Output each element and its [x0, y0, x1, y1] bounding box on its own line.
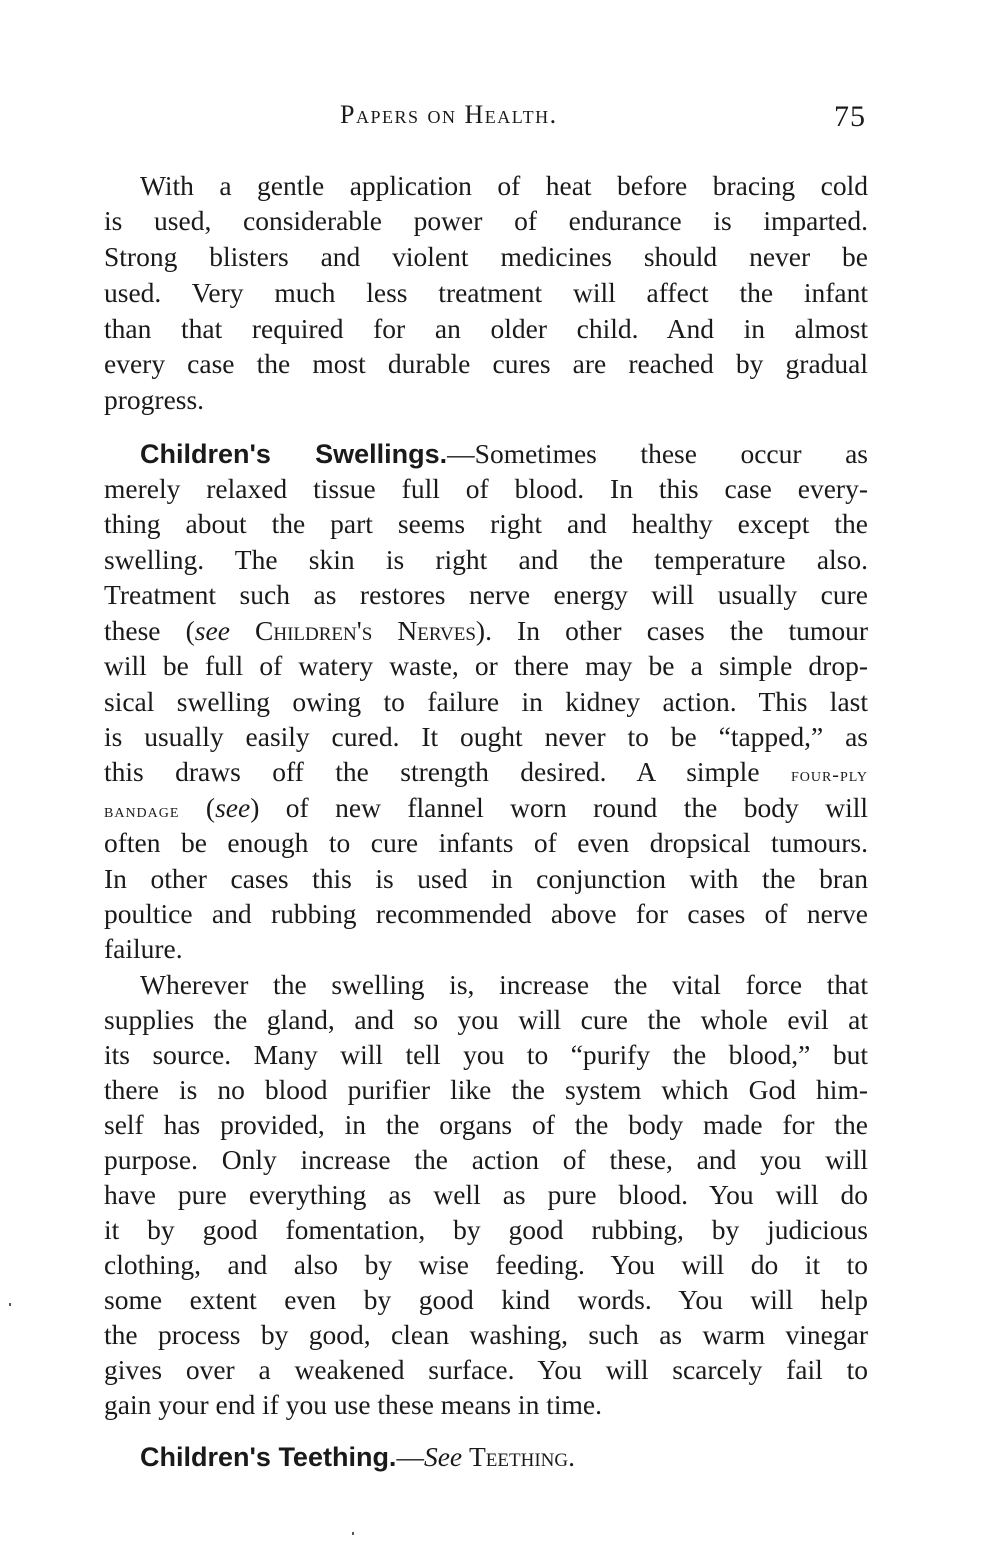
text-line: Treatment such as restores nerve energy will usually cure [104, 579, 868, 610]
text-run: these ( [104, 615, 195, 646]
text-line-cross-ref [104, 613, 868, 648]
text-line: thing about the part seems right and healthy except the [104, 508, 868, 539]
text-line: the process by good, clean washing, such as warm vinegar [104, 1319, 868, 1350]
text-line: With a gentle application of heat before bracing cold [140, 170, 868, 201]
see-italic: see [215, 792, 251, 823]
text-line: poultice and rubbing recommended above for cases of nerve [104, 898, 868, 929]
text-run: ( [179, 792, 216, 823]
text-run: ) of new flannel worn round the body will [250, 792, 868, 823]
see-italic: See [423, 1441, 463, 1472]
text-line: there is no blood purifier like the system which God him- [104, 1074, 868, 1105]
entry-heading: Children's Swellings. [140, 439, 448, 469]
text-line: sical swelling owing to failure in kidney action. This last [104, 686, 868, 717]
print-speck [352, 1532, 354, 1535]
em-dash: — [396, 1441, 424, 1472]
text-line: swelling. The skin is right and the temperature also. [104, 544, 868, 575]
text-line: than that required for an older child. And in almost [104, 313, 868, 344]
text-line: have pure everything as well as pure blood. You will do [104, 1179, 868, 1210]
entry-childrens-teething [140, 1437, 575, 1477]
print-speck [9, 1303, 11, 1306]
text-line: supplies the gland, and so you will cure the whole evil at [104, 1004, 868, 1035]
text-line: some extent even by good kind words. You will help [104, 1284, 868, 1315]
text-line: it by good fomentation, by good rubbing, by judicious [104, 1214, 868, 1245]
text-line: its source. Many will tell you to “purify the blood,” but [104, 1039, 868, 1070]
cross-reference-childrens-nerves[interactable]: Children's Nerves [255, 615, 476, 646]
text-line: is used, considerable power of endurance is imparted. [104, 205, 868, 236]
running-title: Papers on Health. [340, 100, 558, 129]
cross-reference-bandage[interactable]: bandage [104, 800, 180, 822]
text-line-cross-ref [104, 790, 868, 825]
cross-reference-four-ply[interactable]: four-ply [790, 764, 869, 786]
text-line: gives over a weakened surface. You will scarcely fail to [104, 1354, 868, 1385]
see-italic: see [194, 615, 230, 646]
text-line: often be enough to cure infants of even dropsical tumours. [104, 827, 868, 858]
text-line: used. Very much less treatment will affect the infant [104, 277, 868, 308]
text-line: purpose. Only increase the action of these, and you will [104, 1144, 868, 1175]
text-run: ). In other cases the tumour [475, 615, 868, 646]
entry-heading: Children's Teething. [140, 1442, 397, 1472]
page-number: 75 [834, 100, 866, 133]
text-line: Wherever the swelling is, increase the vital force that [140, 969, 868, 1000]
text-line: merely relaxed tissue full of blood. In this case every- [104, 473, 868, 504]
text-line: Strong blisters and violent medicines should never be [104, 241, 868, 272]
text-line: self has provided, in the organs of the body made for the [104, 1109, 868, 1140]
text-line: In other cases this is used in conjunction with the bran [104, 863, 868, 894]
text-line: progress. [104, 384, 205, 415]
running-head [104, 96, 868, 136]
text-line: gain your end if you use these means in time. [104, 1389, 602, 1420]
text-line: failure. [104, 933, 183, 964]
cross-reference-teething[interactable]: Teething. [468, 1441, 575, 1472]
text-line-cross-ref [104, 754, 868, 789]
entry-first-line [140, 436, 868, 471]
text-line: will be full of watery waste, or there may be a simple drop- [104, 650, 868, 681]
text-run: this draws off the strength desired. A simple [104, 756, 760, 787]
text-line: is usually easily cured. It ought never to be “tapped,” as [104, 721, 868, 752]
text-line: every case the most durable cures are reached by gradual [104, 348, 868, 379]
text-run: —Sometimes these occur as [447, 438, 868, 469]
text-line: clothing, and also by wise feeding. You will do it to [104, 1249, 868, 1280]
